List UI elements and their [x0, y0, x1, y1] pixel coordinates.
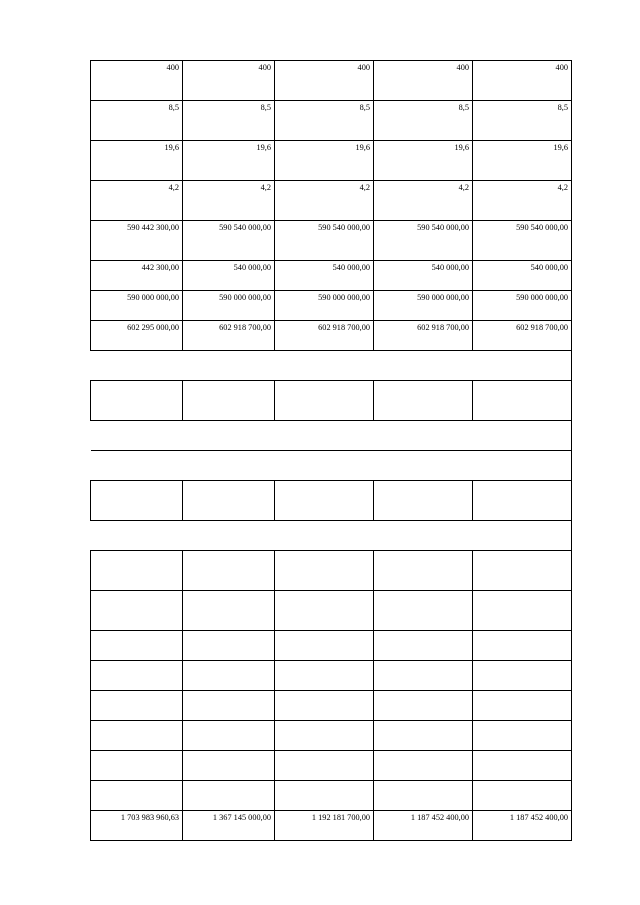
table-section-row-cell	[91, 421, 572, 451]
table-cell: 590 540 000,00	[183, 221, 275, 261]
table-cell	[183, 661, 275, 691]
table-cell	[374, 481, 473, 521]
table-cell: 19,6	[473, 141, 572, 181]
table-cell: 442 300,00	[91, 261, 183, 291]
table-cell	[374, 551, 473, 591]
table-cell	[183, 781, 275, 811]
table-row	[91, 451, 572, 481]
table-cell	[374, 381, 473, 421]
table-cell	[473, 661, 572, 691]
table-section-row-cell	[91, 351, 572, 381]
table-cell: 400	[275, 61, 374, 101]
table-cell: 1 703 983 960,63	[91, 811, 183, 841]
table-cell: 590 000 000,00	[473, 291, 572, 321]
table-cell	[183, 481, 275, 521]
table-cell: 602 295 000,00	[91, 321, 183, 351]
table-cell: 400	[91, 61, 183, 101]
table-cell: 8,5	[91, 101, 183, 141]
table-cell: 4,2	[275, 181, 374, 221]
table-row	[91, 691, 572, 721]
table-row	[91, 181, 572, 221]
table-cell	[91, 691, 183, 721]
table-row	[91, 61, 572, 101]
table-cell: 19,6	[183, 141, 275, 181]
table-cell	[275, 381, 374, 421]
table-cell	[473, 591, 572, 631]
table-row	[91, 351, 572, 381]
table-cell	[91, 481, 183, 521]
table-cell	[183, 751, 275, 781]
table-cell	[473, 481, 572, 521]
table-cell	[275, 721, 374, 751]
table-cell	[275, 481, 374, 521]
table-cell	[275, 691, 374, 721]
table-cell	[374, 691, 473, 721]
table-row	[91, 321, 572, 351]
table-cell: 400	[473, 61, 572, 101]
table-row	[91, 521, 572, 551]
table-row	[91, 481, 572, 521]
table-cell: 540 000,00	[183, 261, 275, 291]
table-cell	[374, 661, 473, 691]
table-cell: 540 000,00	[473, 261, 572, 291]
table-cell	[183, 381, 275, 421]
table-cell: 8,5	[473, 101, 572, 141]
table-cell: 19,6	[374, 141, 473, 181]
table-cell: 1 187 452 400,00	[374, 811, 473, 841]
table-cell: 590 540 000,00	[374, 221, 473, 261]
table-cell	[91, 781, 183, 811]
table-cell: 540 000,00	[374, 261, 473, 291]
table-cell	[374, 631, 473, 661]
table-cell: 590 000 000,00	[183, 291, 275, 321]
table-row	[91, 221, 572, 261]
table-row	[91, 551, 572, 591]
table-cell: 1 367 145 000,00	[183, 811, 275, 841]
table-cell	[473, 381, 572, 421]
table-cell	[91, 381, 183, 421]
table-cell	[183, 721, 275, 751]
table-cell	[275, 631, 374, 661]
table-cell	[275, 551, 374, 591]
table-body	[91, 61, 572, 841]
table-cell: 590 442 300,00	[91, 221, 183, 261]
table-cell: 1 192 181 700,00	[275, 811, 374, 841]
table-section-row-cell	[91, 521, 572, 551]
table-cell	[275, 591, 374, 631]
table-cell	[91, 591, 183, 631]
table-cell: 602 918 700,00	[183, 321, 275, 351]
table-row	[91, 291, 572, 321]
table-cell: 602 918 700,00	[275, 321, 374, 351]
table-cell: 602 918 700,00	[374, 321, 473, 351]
table-cell: 8,5	[275, 101, 374, 141]
table-row	[91, 811, 572, 841]
table-cell: 590 000 000,00	[275, 291, 374, 321]
table-cell	[374, 721, 473, 751]
table-cell: 8,5	[374, 101, 473, 141]
table-row	[91, 721, 572, 751]
table-cell: 590 000 000,00	[374, 291, 473, 321]
table-cell	[374, 591, 473, 631]
table-cell	[183, 551, 275, 591]
table-cell: 19,6	[275, 141, 374, 181]
table-row	[91, 381, 572, 421]
table-cell	[183, 591, 275, 631]
table-cell: 8,5	[183, 101, 275, 141]
table-cell	[473, 721, 572, 751]
table-cell	[473, 691, 572, 721]
table-cell: 4,2	[374, 181, 473, 221]
table-row	[91, 631, 572, 661]
table-cell	[183, 691, 275, 721]
table-cell	[91, 631, 183, 661]
table-cell: 590 540 000,00	[275, 221, 374, 261]
table-cell	[275, 781, 374, 811]
table-cell: 19,6	[91, 141, 183, 181]
table-cell: 4,2	[183, 181, 275, 221]
table-cell	[275, 751, 374, 781]
table-cell: 1 187 452 400,00	[473, 811, 572, 841]
table-cell: 590 540 000,00	[473, 221, 572, 261]
table-row	[91, 421, 572, 451]
table-cell	[473, 631, 572, 661]
table-row	[91, 661, 572, 691]
table-cell	[91, 551, 183, 591]
table-row	[91, 101, 572, 141]
table-cell	[374, 751, 473, 781]
table-row	[91, 591, 572, 631]
table-row	[91, 751, 572, 781]
table-cell	[473, 781, 572, 811]
table-section-row-cell	[91, 451, 572, 481]
data-table	[90, 60, 572, 841]
table-cell	[374, 781, 473, 811]
table-cell: 400	[374, 61, 473, 101]
table-cell: 4,2	[91, 181, 183, 221]
table-cell	[183, 631, 275, 661]
table-cell	[275, 661, 374, 691]
table-row	[91, 141, 572, 181]
table-cell: 4,2	[473, 181, 572, 221]
table-cell: 400	[183, 61, 275, 101]
table-cell	[473, 751, 572, 781]
table-cell: 602 918 700,00	[473, 321, 572, 351]
table-cell	[473, 551, 572, 591]
table-cell: 590 000 000,00	[91, 291, 183, 321]
table-row	[91, 261, 572, 291]
table-cell	[91, 721, 183, 751]
table-cell: 540 000,00	[275, 261, 374, 291]
table-cell	[91, 751, 183, 781]
table-cell	[91, 661, 183, 691]
table-row	[91, 781, 572, 811]
